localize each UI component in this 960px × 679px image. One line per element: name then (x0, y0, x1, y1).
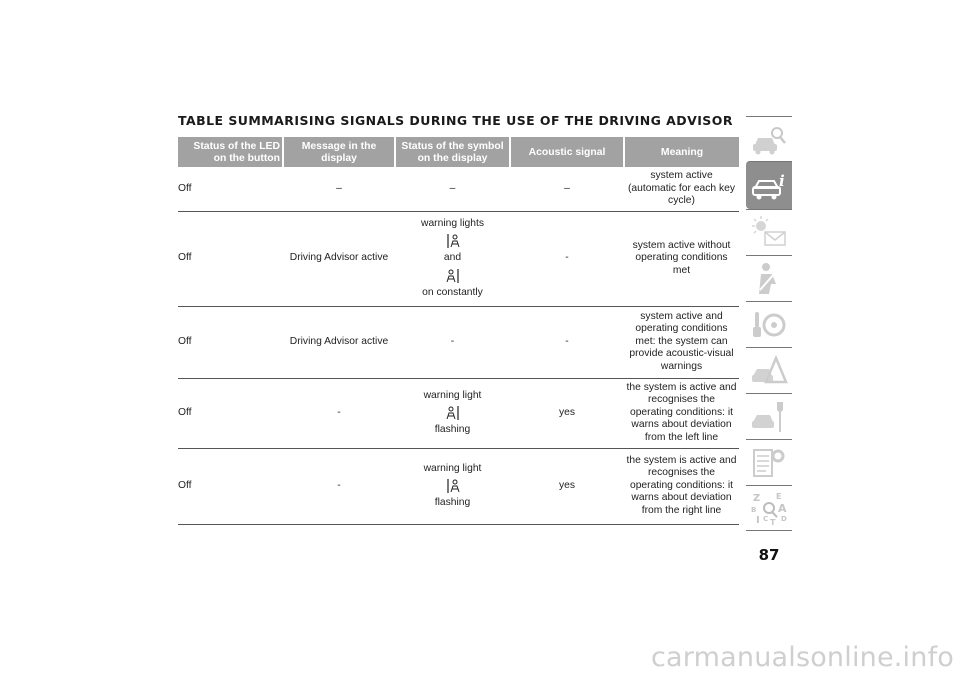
cell-meaning: the system is active and recognises the operating conditions: it warns about deviation from the right line (624, 448, 739, 524)
sidebar-tab-emergency[interactable] (746, 347, 792, 393)
right-lane-warning-icon (446, 233, 460, 249)
header-symbol-status: Status of the symbol on the display (395, 137, 510, 167)
cell-acoustic: - (510, 211, 624, 306)
svg-text:T: T (770, 518, 776, 527)
cell-meaning: system active without operating conditions met (624, 211, 739, 306)
car-info-icon (750, 166, 788, 206)
cell-led: Off (178, 448, 283, 524)
sidebar-tab-starting[interactable] (746, 301, 792, 347)
svg-text:E: E (776, 492, 782, 501)
table-title: TABLE SUMMARISING SIGNALS DURING THE USE OF THE DRIVING ADVISOR (178, 113, 733, 128)
table-row (178, 167, 739, 211)
symbol-text-top: warning light (423, 389, 482, 401)
cell-symbol: - (395, 306, 510, 378)
alphabet-index-icon (750, 490, 788, 528)
table-row (178, 448, 739, 524)
header-message: Message in the display (283, 137, 395, 167)
cell-meaning: the system is active and recognises the operating conditions: it warns about deviation from the left line (624, 378, 739, 448)
cell-message: Driving Advisor active (283, 306, 395, 378)
cell-led: Off (178, 378, 283, 448)
symbol-text-top: warning light (423, 462, 482, 474)
sidebar-tab-index[interactable] (746, 485, 792, 531)
car-wrench-icon (750, 398, 788, 436)
signals-table (178, 137, 739, 525)
cell-message: – (283, 167, 395, 211)
person-seatbelt-icon (750, 260, 788, 298)
cell-led: Off (178, 306, 283, 378)
watermark: carmanualsonline.info (651, 642, 954, 673)
table-row (178, 378, 739, 448)
cell-meaning: system active (automatic for each key cycle) (624, 167, 739, 211)
sidebar-tab-lights[interactable] (746, 209, 792, 255)
table-row (178, 306, 739, 378)
left-lane-warning-icon (446, 268, 460, 284)
svg-text:Z: Z (753, 493, 761, 504)
svg-text:i: i (779, 172, 785, 190)
symbol-text-mid: and (443, 252, 462, 264)
sidebar-tab-technical[interactable] (746, 439, 792, 485)
cell-symbol: – (395, 167, 510, 211)
cell-acoustic: yes (510, 448, 624, 524)
cell-symbol (395, 378, 510, 448)
cell-message: - (283, 448, 395, 524)
right-lane-warning-icon (446, 478, 460, 494)
sidebar-tab-safety[interactable] (746, 255, 792, 301)
header-meaning: Meaning (624, 137, 739, 167)
cell-message: Driving Advisor active (283, 211, 395, 306)
chapter-sidebar (746, 116, 792, 531)
cell-led: Off (178, 167, 283, 211)
cell-meaning: system active and operating conditions met: the system can provide acoustic-visual warnings (624, 306, 739, 378)
header-acoustic-signal: Acoustic signal (510, 137, 624, 167)
svg-text:D: D (781, 515, 787, 523)
symbol-text-bottom: flashing (434, 424, 471, 435)
car-warning-icon (750, 352, 788, 390)
left-lane-warning-icon (446, 405, 460, 421)
symbol-text-bottom: flashing (434, 497, 471, 508)
sidebar-tab-maintenance[interactable] (746, 393, 792, 439)
cell-led: Off (178, 211, 283, 306)
cell-symbol (395, 211, 510, 306)
svg-text:B: B (751, 506, 757, 514)
symbol-text-bottom: on constantly (422, 286, 483, 298)
svg-text:A: A (778, 502, 787, 515)
header-led-status: Status of the LED on the button (178, 137, 283, 167)
sidebar-tab-car-search[interactable] (746, 116, 792, 162)
document-gear-icon (750, 444, 788, 482)
key-steering-icon (750, 306, 788, 344)
cell-message: - (283, 378, 395, 448)
svg-text:C: C (763, 515, 769, 523)
cell-acoustic: – (510, 167, 624, 211)
cell-acoustic: yes (510, 378, 624, 448)
page-number: 87 (758, 546, 780, 564)
cell-acoustic: - (510, 306, 624, 378)
cell-symbol (395, 448, 510, 524)
symbol-text-top: warning lights (421, 217, 484, 229)
light-envelope-icon (750, 214, 788, 252)
svg-text:I: I (756, 515, 760, 526)
table-row (178, 211, 739, 306)
table-header-row (178, 137, 739, 167)
car-search-icon (750, 121, 788, 159)
sidebar-tab-car-info[interactable] (746, 161, 792, 209)
